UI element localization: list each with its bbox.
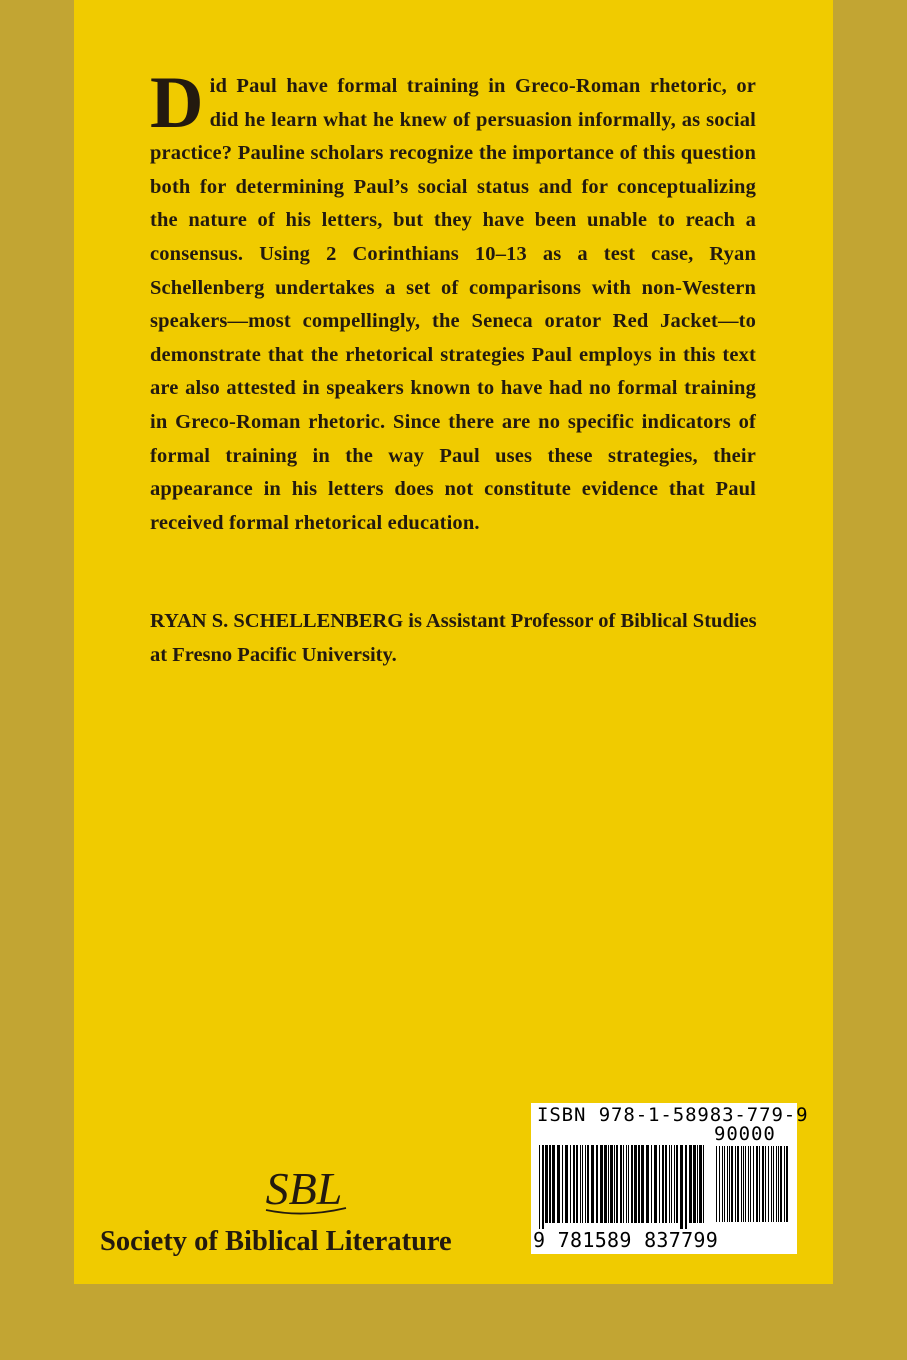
barcode-bar (651, 1145, 652, 1223)
barcode-bar (654, 1145, 657, 1223)
barcode-bar (680, 1145, 683, 1229)
barcode-bar (724, 1146, 725, 1222)
barcode-bar (600, 1145, 603, 1223)
barcode-bar (674, 1145, 675, 1223)
barcode-bar (737, 1146, 739, 1222)
barcode-bar (768, 1146, 769, 1222)
barcode-bar (773, 1146, 774, 1222)
barcode-bar (743, 1146, 744, 1222)
barcode-bar (604, 1145, 607, 1223)
barcode-bar (776, 1146, 777, 1222)
barcode-bar (576, 1145, 578, 1223)
barcode-bar (545, 1145, 548, 1223)
svg-text:SBL: SBL (265, 1163, 343, 1214)
drop-cap: D (150, 62, 204, 144)
barcode-bar (608, 1145, 609, 1223)
barcode-bar (741, 1146, 742, 1222)
barcode-bar (750, 1146, 751, 1222)
barcode-bar (565, 1145, 568, 1223)
barcode-bar (549, 1145, 551, 1223)
barcode-bar (638, 1145, 640, 1223)
barcode-bar (748, 1146, 749, 1222)
barcode-bar (562, 1145, 563, 1223)
barcode-bar (703, 1145, 704, 1223)
isbn-number: ISBN 978-1-58983-779-9 (537, 1104, 809, 1126)
barcode-bar (722, 1146, 723, 1222)
barcode-bar (697, 1145, 698, 1223)
barcode-bar (587, 1145, 589, 1223)
description-text: id Paul have formal training in Greco-Roman rhetoric, or did he learn what he knew of persuasion informally, as social practice? Pauline scholars recognize the importance of this question both for determining Paul’s social status and for conceptualizing the nature of his letters, but they have been unable to reach a consensus. Using 2 Corinthians 10–13 as a test case, Ryan Schellenberg undertakes a set of comparisons with non-Western speakers—most compellingly, the Seneca orator Red Jacket—to demonstrate that the rhetorical strategies Paul employs in this text are also attested in speakers known to have had no formal training in Greco-Roman rhetoric. Since there are no specific indicators of formal training in the way Paul uses these strategies, their appearance in his letters does not constitute evidence that Paul received formal rhetorical education. (150, 75, 756, 534)
barcode-bar (662, 1145, 664, 1223)
barcode-bar (623, 1145, 624, 1223)
barcode-bar (585, 1145, 586, 1223)
barcode-bar (719, 1146, 720, 1222)
barcode-bar (676, 1145, 678, 1223)
barcode-bar (771, 1146, 772, 1222)
book-description (150, 62, 756, 540)
barcode-bar (634, 1145, 637, 1223)
barcode-bar (778, 1146, 779, 1222)
barcode-bar (626, 1145, 627, 1223)
barcode-bar (557, 1145, 560, 1223)
barcode-bar (539, 1145, 540, 1229)
barcode-bar (731, 1146, 733, 1222)
barcode-bar (631, 1145, 633, 1223)
addon-barcode-bars (714, 1146, 792, 1222)
barcode-bar (570, 1145, 571, 1223)
barcode-bar (665, 1145, 667, 1223)
barcode-bar (580, 1145, 581, 1223)
sbl-logo (224, 1160, 384, 1220)
barcode-bar (614, 1145, 615, 1223)
barcode-bar (786, 1146, 788, 1222)
barcode-bar (641, 1145, 644, 1223)
barcode-bar (753, 1146, 754, 1222)
ean-barcode-bars (537, 1145, 709, 1229)
barcode-bar (610, 1145, 613, 1223)
barcode-bar (759, 1146, 760, 1222)
ean-digits: 9 781589 837799 (533, 1228, 719, 1252)
barcode-bar (646, 1145, 649, 1223)
barcode-bar (552, 1145, 555, 1223)
barcode-bar (582, 1145, 583, 1223)
barcode-bar (542, 1145, 544, 1229)
barcode-bar (671, 1145, 672, 1223)
barcode-bar (716, 1146, 717, 1222)
price-code: 90000 (714, 1123, 776, 1145)
barcode-bar (765, 1146, 766, 1222)
barcode-bar (735, 1146, 736, 1222)
barcode-bar (685, 1145, 687, 1229)
barcode-bar (620, 1145, 622, 1223)
barcode-bar (756, 1146, 758, 1222)
barcode-bar (780, 1146, 782, 1222)
barcode-bar (659, 1145, 660, 1223)
barcode-bar (591, 1145, 594, 1223)
barcode-bar (573, 1145, 575, 1223)
isbn-barcode (531, 1103, 809, 1254)
barcode-bar (693, 1145, 696, 1223)
barcode-bar (689, 1145, 692, 1223)
publisher-name: Society of Biblical Literature (100, 1226, 452, 1257)
barcode-bar (729, 1146, 730, 1222)
back-cover (74, 0, 833, 1284)
barcode-bar (699, 1145, 702, 1223)
barcode-bar (727, 1146, 728, 1222)
barcode-bar (628, 1145, 629, 1223)
barcode-bar (784, 1146, 785, 1222)
barcode-bar (616, 1145, 618, 1223)
barcode-bar (745, 1146, 746, 1222)
author-bio: RYAN S. SCHELLENBERG is Assistant Professor of Biblical Studies at Fresno Pacific University. (150, 610, 757, 666)
barcode-bar (669, 1145, 670, 1223)
barcode-bar (596, 1145, 598, 1223)
barcode-bar (762, 1146, 764, 1222)
